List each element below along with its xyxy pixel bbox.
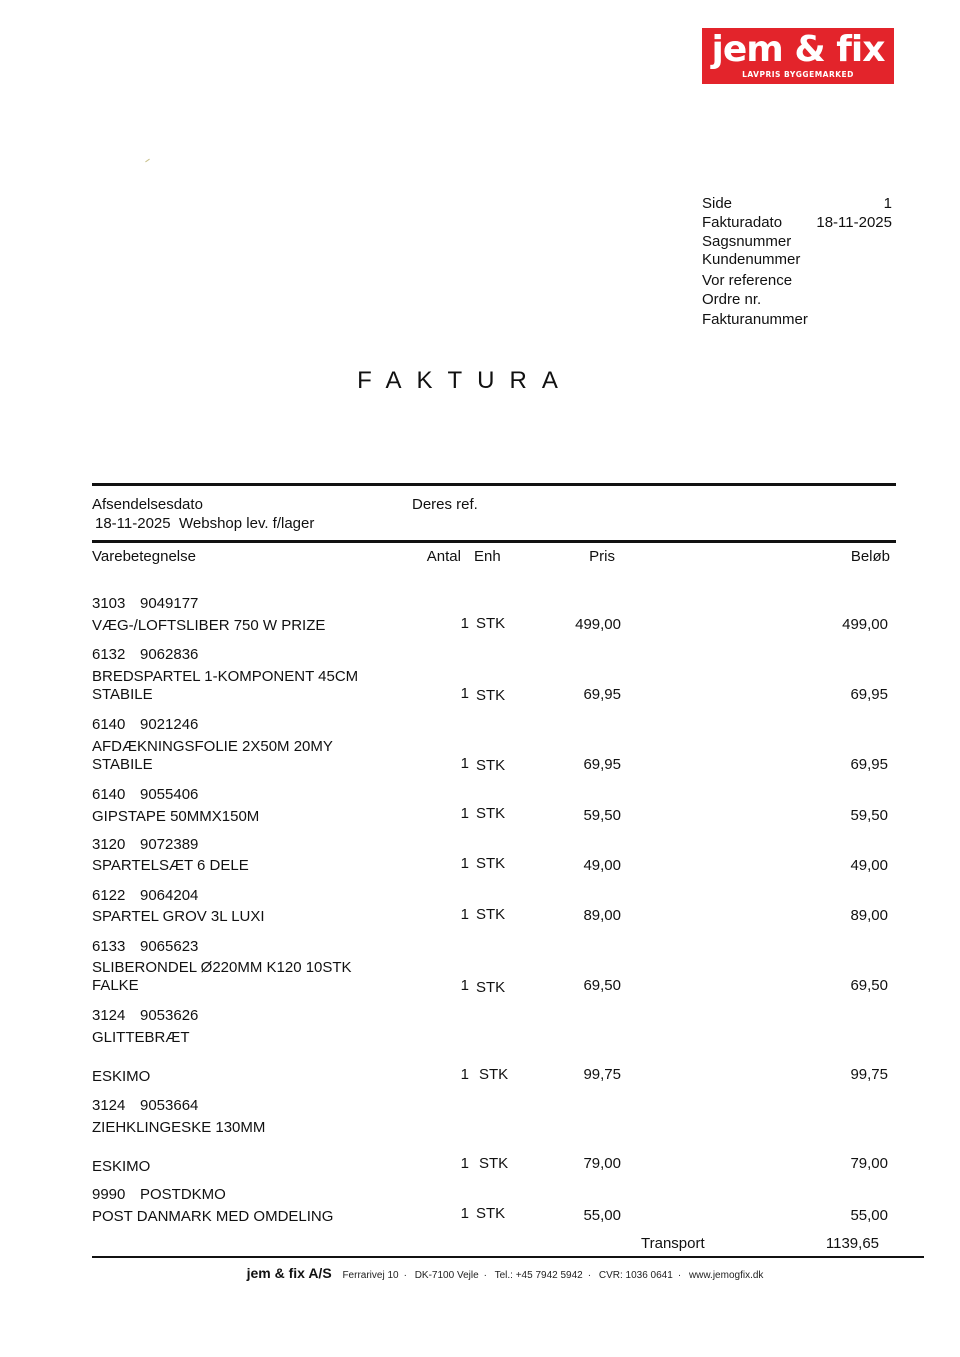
item-description: POST DANMARK MED OMDELING	[92, 1208, 334, 1225]
item-sku: 9055406	[140, 786, 199, 803]
col-header-description: Varebetegnelse	[92, 548, 196, 565]
item-description-line-3: ESKIMO	[92, 1068, 151, 1085]
item-sku: 9064204	[140, 887, 199, 904]
item-sku: 9062836	[140, 646, 199, 663]
transport-label: Transport	[641, 1235, 705, 1252]
item-price: 99,75	[583, 1066, 621, 1083]
item-qty: 1	[460, 906, 469, 923]
item-price: 79,00	[583, 1155, 621, 1172]
meta-label-order-number: Ordre nr.	[702, 291, 762, 308]
meta-label-invoice-number: Fakturanummer	[702, 311, 808, 328]
item-qty: 1	[460, 805, 469, 822]
footer-separator: ·	[587, 1270, 592, 1281]
item-qty: 1	[460, 685, 469, 702]
item-group: 3124	[92, 1097, 126, 1114]
item-qty: 1	[460, 977, 469, 994]
item-price: 69,95	[583, 686, 621, 703]
footer-city: DK-7100 Vejle	[414, 1270, 479, 1281]
shipping-date-value: 18-11-2025	[95, 515, 171, 532]
item-amount: 55,00	[850, 1207, 888, 1224]
item-amount: 89,00	[850, 907, 888, 924]
item-amount: 69,95	[850, 756, 888, 773]
item-unit: STK	[479, 1155, 509, 1172]
meta-value-side: 1	[883, 195, 892, 212]
item-description: SPARTELSÆT 6 DELE	[92, 857, 249, 874]
rule-top	[92, 483, 896, 486]
item-unit: STK	[476, 687, 506, 704]
item-description: AFDÆKNINGSFOLIE 2X50M 20MY	[92, 738, 333, 755]
item-unit: STK	[479, 1066, 509, 1083]
col-header-price: Pris	[589, 548, 615, 565]
item-group: 3120	[92, 836, 126, 853]
item-unit: STK	[476, 757, 506, 774]
footer-separator: ·	[677, 1270, 682, 1281]
item-amount: 499,00	[842, 616, 888, 633]
item-group: 6133	[92, 938, 126, 955]
footer-address: Ferrarivej 10	[342, 1270, 399, 1281]
footer-cvr: CVR: 1036 0641	[598, 1270, 673, 1281]
footer-web: www.jemogfix.dk	[688, 1270, 764, 1281]
footer-separator: ·	[483, 1270, 487, 1281]
rule-header	[92, 540, 896, 543]
footer-phone: Tel.: +45 7942 5942	[494, 1270, 583, 1281]
company-logo	[702, 28, 894, 84]
item-qty: 1	[460, 1066, 469, 1083]
item-description: BREDSPARTEL 1-KOMPONENT 45CM	[92, 668, 359, 685]
meta-label-case-number: Sagsnummer	[702, 233, 792, 250]
item-sku: 9053664	[140, 1097, 199, 1114]
item-price: 89,00	[583, 907, 621, 924]
meta-label-our-reference: Vor reference	[702, 272, 793, 289]
item-group: 9990	[92, 1186, 126, 1203]
item-amount: 59,50	[850, 807, 888, 824]
item-description: VÆG-/LOFTSLIBER 750 W PRIZE	[92, 617, 326, 634]
item-amount: 79,00	[850, 1155, 888, 1172]
item-price: 69,95	[583, 756, 621, 773]
item-group: 3103	[92, 595, 126, 612]
item-unit: STK	[476, 615, 506, 632]
item-price: 59,50	[583, 807, 621, 824]
item-description: SLIBERONDEL Ø220MM K120 10STK	[92, 959, 352, 976]
item-sku: 9053626	[140, 1007, 199, 1024]
footer-company: jem & fix A/S	[246, 1265, 332, 1281]
item-group: 6132	[92, 646, 126, 663]
item-sku: POSTDKMO	[140, 1186, 226, 1203]
item-description: SPARTEL GROV 3L LUXI	[92, 908, 265, 925]
item-group: 6140	[92, 786, 126, 803]
shipping-date-label: Afsendelsesdato	[92, 496, 203, 513]
col-header-qty: Antal	[426, 548, 461, 565]
item-sku: 9049177	[140, 595, 199, 612]
item-sku: 9072389	[140, 836, 199, 853]
item-description-line-2: STABILE	[92, 756, 153, 773]
col-header-unit: Enh	[474, 548, 501, 565]
meta-label-customer-number: Kundenummer	[702, 251, 801, 268]
item-description-line-2: FALKE	[92, 977, 139, 994]
item-unit: STK	[476, 1205, 506, 1222]
meta-label-side: Side	[702, 195, 733, 212]
item-description: ZIEHKLINGESKE 130MM	[92, 1119, 266, 1136]
item-qty: 1	[460, 1155, 469, 1172]
item-description-line-2: STABILE	[92, 686, 153, 703]
item-qty: 1	[460, 755, 469, 772]
item-sku: 9021246	[140, 716, 199, 733]
meta-value-invoice-date: 18-11-2025	[816, 214, 892, 231]
item-description-line-3: ESKIMO	[92, 1158, 151, 1175]
transport-value: 1139,65	[825, 1235, 879, 1252]
logo-tagline: LAVPRIS BYGGEMARKED	[742, 70, 854, 79]
item-qty: 1	[460, 1205, 469, 1222]
item-description: GIPSTAPE 50MMX150M	[92, 808, 260, 825]
item-unit: STK	[476, 906, 506, 923]
item-price: 55,00	[583, 1207, 621, 1224]
document-title: FAKTURA	[357, 367, 573, 394]
meta-label-invoice-date: Fakturadato	[702, 214, 783, 231]
item-amount: 69,50	[850, 977, 888, 994]
item-unit: STK	[476, 855, 506, 872]
item-sku: 9065623	[140, 938, 199, 955]
footer	[0, 1265, 960, 1284]
item-price: 69,50	[583, 977, 621, 994]
item-amount: 49,00	[850, 857, 888, 874]
logo-wordmark: jem & fix	[711, 29, 885, 70]
shipping-method: Webshop lev. f/lager	[179, 515, 315, 532]
stray-mark	[145, 159, 150, 163]
customer-ref-label: Deres ref.	[412, 496, 478, 513]
item-group: 6140	[92, 716, 126, 733]
col-header-amount: Beløb	[850, 548, 890, 565]
item-qty: 1	[460, 855, 469, 872]
item-amount: 99,75	[850, 1066, 888, 1083]
item-unit: STK	[476, 805, 506, 822]
item-description: GLITTEBRÆT	[92, 1029, 190, 1046]
item-qty: 1	[460, 615, 469, 632]
item-price: 49,00	[583, 857, 621, 874]
item-amount: 69,95	[850, 686, 888, 703]
footer-separator: ·	[403, 1270, 407, 1281]
item-group: 3124	[92, 1007, 126, 1024]
item-price: 499,00	[575, 616, 621, 633]
item-group: 6122	[92, 887, 126, 904]
rule-bottom	[92, 1256, 924, 1258]
item-unit: STK	[476, 979, 506, 996]
